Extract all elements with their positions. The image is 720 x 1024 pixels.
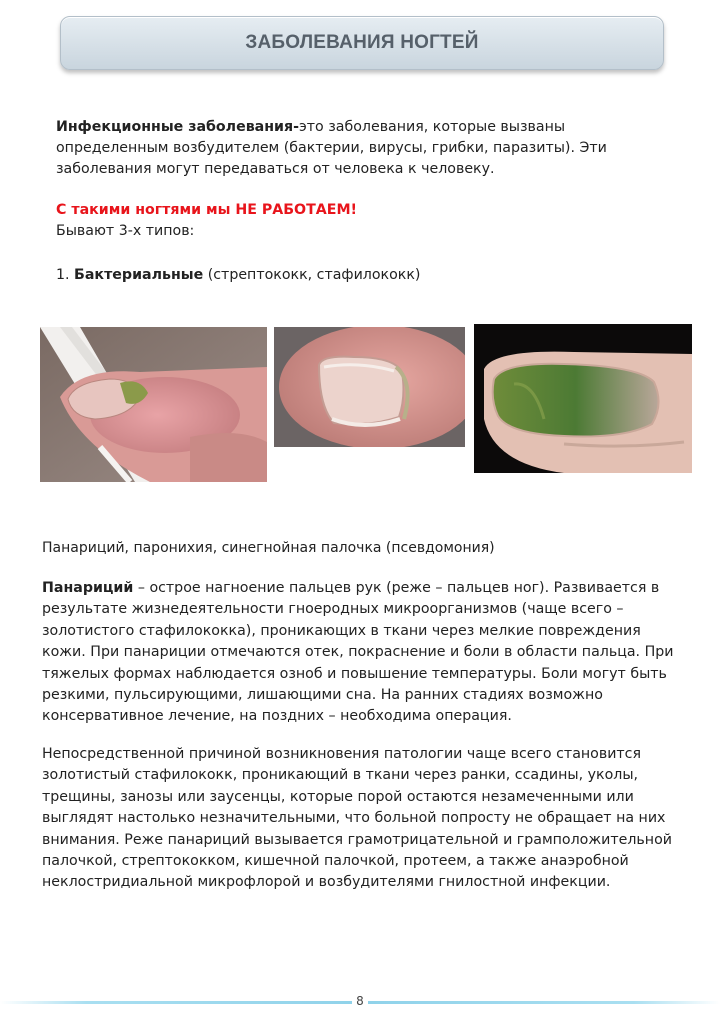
cause-paragraph: Непосредственной причиной возникновения патологии чаще всего становится золотистый стафилококк, проникающий в ткани через ранки, ссадины, уколы, трещины, занозы или заусенцы, которые порой остаются незамеченными или выглядят настолько незначительными, что больной попросту не обращает на них внимания. Реже панариций вызывается грамотрицательной и грамположительной палочкой, стрептококком, кишечной палочкой, протеем, а также анаэробной неклостридиальной микрофлорой и возбудителями гнилостной инфекции. — [42, 746, 672, 891]
type-1-item — [56, 265, 656, 286]
page-number: 8 — [0, 994, 720, 1008]
photos-caption: Панариций, паронихия, синегнойная палочка (псевдомония) — [42, 540, 495, 556]
type-1-number: 1. — [56, 267, 75, 283]
panaritium-paragraph — [42, 578, 682, 728]
warning-block — [56, 200, 656, 242]
warning-text: С такими ногтями мы НЕ РАБОТАЕМ! — [56, 202, 358, 218]
page-header — [60, 16, 664, 70]
type-1-name: Бактериальные — [74, 267, 204, 283]
panaritium-text: – острое нагноение пальцев рук (реже – пальцев ног). Развивается в результате жизнедеятельности гноеродных микроорганизмов (чаще всего – золотистого стафилококка), проникающих в ткани через мелкие повреждения кожи. При панариции отмечаются отек, покраснение и боли в области пальца. При тяжелых формах наблюдается озноб и повышение температуры. Боли могут быть резкими, пульсирующими, лишающими сна. На ранних стадиях возможно консервативное лечение, на поздних – необходима операция. — [42, 580, 674, 725]
intro-text: это заболевания, которые вызваны определенным возбудителем (бактерии, вирусы, грибки, паразиты). Эти заболевания могут передаваться от человека к человеку. — [56, 119, 607, 177]
types-intro: Бывают 3-х типов: — [56, 223, 195, 239]
nail-pseudomonas-photo — [474, 324, 692, 473]
intro-term: Инфекционные заболевания- — [56, 119, 299, 135]
intro-paragraph — [56, 117, 656, 180]
page-title: ЗАБОЛЕВАНИЯ НОГТЕЙ — [245, 32, 479, 53]
finger-paronychia-photo — [274, 327, 465, 447]
type-1-detail: (стрептококк, стафилококк) — [203, 267, 421, 283]
finger-panaritium-photo — [40, 327, 267, 482]
panaritium-term: Панариций — [42, 580, 134, 596]
